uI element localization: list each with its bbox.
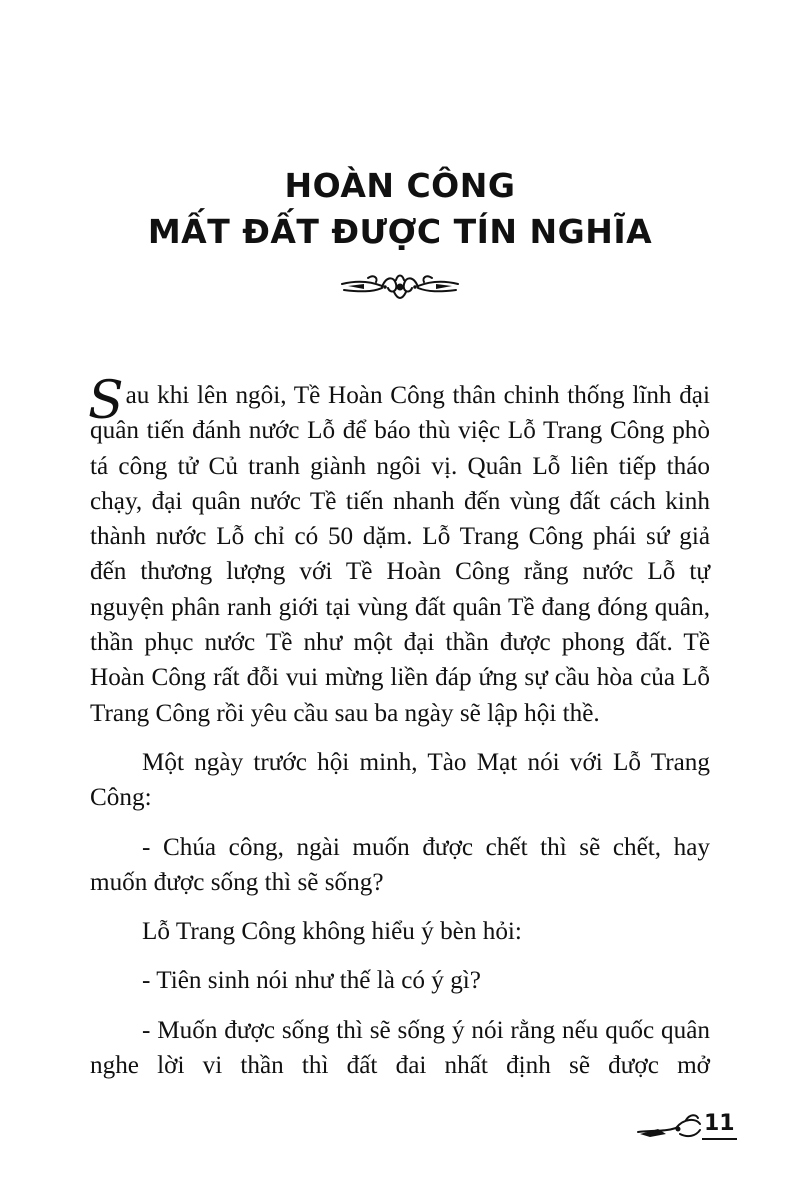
paragraph-3: - Chúa công, ngài muốn được chết thì sẽ chết, hay muốn được sống thì sẽ sống? <box>90 833 710 896</box>
chapter-title-line-1: HOÀN CÔNG <box>284 166 516 205</box>
paragraph-4: Lỗ Trang Công không hiểu ý bèn hỏi: <box>142 918 522 946</box>
page-footer <box>636 1110 736 1144</box>
chapter-title-line-2: MẤT ĐẤT ĐƯỢC TÍN NGHĨA <box>147 212 653 251</box>
paragraph-1-text: au khi lên ngôi, Tề Hoàn Công thân chinh thống lĩnh đại quân tiến đánh nước Lỗ để báo thù việc Lỗ Trang Công phò tá công tử Củ tranh giành ngôi vị. Quân Lỗ liên tiếp tháo chạy, đại quân nước Tề tiến nhanh đến vùng đất cách kinh thành nước Lỗ chỉ có 50 dặm. Lỗ Trang Công phái sứ giả đến thương lượng với Tề Hoàn Công rằng nước Lỗ tự nguyện phân ranh giới tại vùng đất quân Tề đang đóng quân, thần phục nước Tề như một đại thần được phong đất. Tề Hoàn Công rất đỗi vui mừng liền đáp ứng sự cầu hòa của Lỗ Trang Công rồi yêu cầu sau ba ngày sẽ lập hội thề. <box>90 382 710 727</box>
flourish-divider-icon <box>338 270 462 304</box>
paragraph-1 <box>88 371 710 731</box>
paragraph-2: Một ngày trước hội minh, Tào Mạt nói với Lỗ Trang Công: <box>90 748 710 812</box>
paragraph-5: - Tiên sinh nói như thế là có ý gì? <box>142 967 481 995</box>
page-number: 11 <box>702 1110 737 1140</box>
chapter-body <box>88 371 710 1097</box>
flourish-pen-icon <box>636 1112 706 1142</box>
paragraph-6: - Muốn được sống thì sẽ sống ý nói rằng nếu quốc quân nghe lời vi thần thì đất đai nhất định sẽ được mở <box>90 1016 710 1080</box>
drop-cap-letter: S <box>88 371 124 431</box>
